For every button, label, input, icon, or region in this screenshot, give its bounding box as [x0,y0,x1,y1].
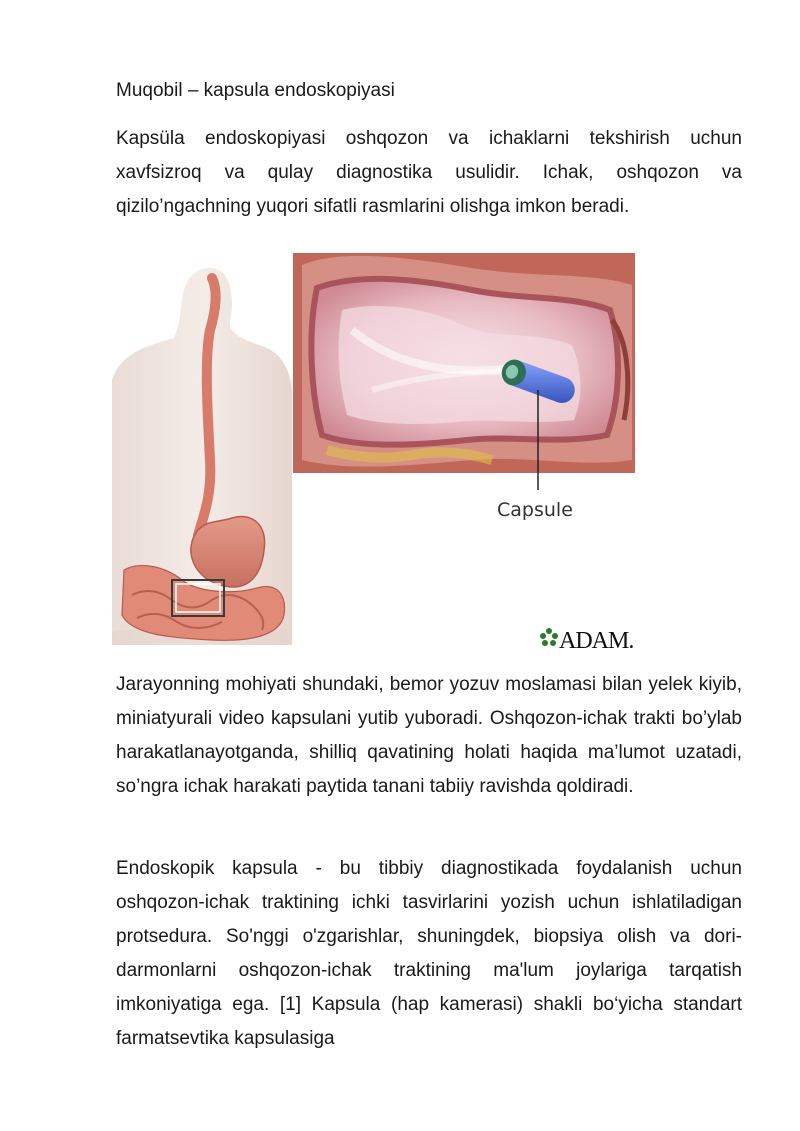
paragraph-definition: Endoskopik kapsula - bu tibbiy diagnostikada foydalanish uchun oshqozon-ichak traktining ichki tasvirlarini yozish uchun ishlatiladigan protsedura. So'nggi o'zgarishlar, shuningdek, biopsiya olish va dori-darmonlarni oshqozon-ichak traktining ma'lum joylariga tarqatish imkoniyatiga ega. [1] Kapsula (hap kamerasi) shakli bo‘yicha standart farmatsevtika kapsulasiga [116,858,742,1049]
capsule-endoscopy-illustration [112,250,672,660]
adam-logo [540,628,633,654]
paragraph-intro: Kapsüla endoskopiyasi oshqozon va ichaklarni tekshirish uchun xavfsizroq va qulay diagnostika usulidir. Ichak, oshqozon va qizilo’ngachning yuqori sifatli rasmlarini olishga imkon beradi. [116,128,742,217]
adam-logo-text: ADAM. [559,628,634,654]
intestine-inset [293,253,635,473]
section-heading: Muqobil – kapsula endoskopiyasi [116,80,395,101]
capsule-label: Capsule [497,499,573,521]
paragraph-procedure: Jarayonning mohiyati shundaki, bemor yozuv moslamasi bilan yelek kiyib, miniatyurali video kapsulani yutib yuboradi. Oshqozon-ichak trakti bo’ylab harakatlanayotganda, shilliq qavatining holati haqida ma’lumot uzatadi, so’ngra ichak harakati paytida tanani tabiiy ravishda qoldiradi. [116,674,742,797]
